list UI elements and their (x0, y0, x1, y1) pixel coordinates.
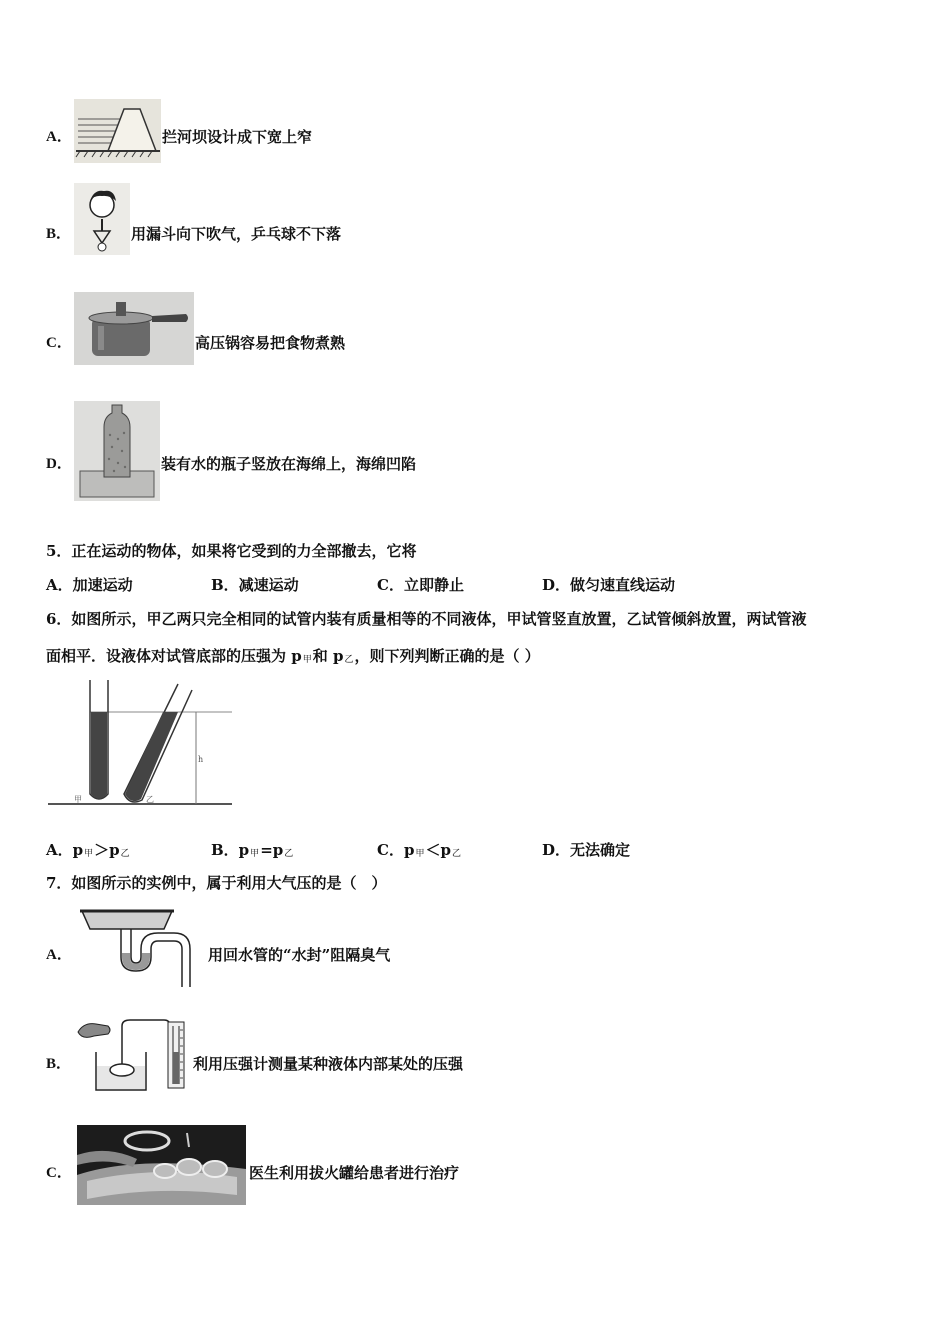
option-b: B．减速运动 (211, 576, 299, 594)
option-text: 用回水管的“水封”阻隔臭气 (208, 946, 391, 964)
option-c: C．p甲＜p乙 (377, 841, 461, 859)
cupping-image (77, 1125, 246, 1205)
bottle-on-sponge-image (74, 401, 160, 501)
manometer-image (74, 1014, 192, 1092)
option-text: 装有水的瓶子竖放在海绵上，海绵凹陷 (161, 455, 417, 473)
option-label: A． (46, 947, 72, 963)
option-a: A．p甲＞p乙 (46, 841, 130, 859)
tube-yi-label: 乙 (146, 795, 154, 804)
option-b: B．p甲=p乙 (211, 841, 294, 859)
question-stem-line1: 6．如图所示，甲乙两只完全相同的试管内装有质量相等的不同液体，甲试管竖直放置，乙试管倾斜放置，两试管液 (46, 610, 807, 628)
option-text: 高压锅容易把食物煮熟 (195, 334, 346, 352)
option-d: D．无法确定 (542, 841, 631, 859)
question-stem: 7．如图所示的实例中，属于利用大气压的是（ ） (46, 874, 387, 892)
option-label: A． (46, 129, 72, 145)
option-label: C． (46, 1165, 72, 1181)
question-stem-line2: 面相平．设液体对试管底部的压强为 p甲和 p乙，则下列判断正确的是（ ） (46, 647, 540, 665)
funnel-blowing-image (74, 183, 130, 255)
tube-jia-label: 甲 (74, 795, 82, 804)
test-tube-figure (46, 678, 236, 808)
option-text: 用漏斗向下吹气，乒乓球不下落 (131, 225, 342, 243)
option-text: 利用压强计测量某种液体内部某处的压强 (193, 1055, 464, 1073)
height-label: h (198, 755, 204, 764)
option-label: B． (46, 226, 72, 242)
option-label: C． (46, 335, 72, 351)
option-label: D． (46, 456, 72, 472)
question-stem: 5．正在运动的物体，如果将它受到的力全部撤去，它将 (46, 542, 417, 560)
option-text: 拦河坝设计成下宽上窄 (162, 128, 313, 146)
dam-image (74, 99, 161, 163)
option-label: B． (46, 1056, 72, 1072)
option-text: 医生利用拔火罐给患者进行治疗 (249, 1164, 460, 1182)
option-a: A．加速运动 (46, 576, 133, 594)
pressure-cooker-image (74, 292, 194, 365)
option-c: C．立即静止 (377, 576, 464, 594)
option-d: D．做匀速直线运动 (542, 576, 676, 594)
sink-trap-image (78, 907, 198, 989)
